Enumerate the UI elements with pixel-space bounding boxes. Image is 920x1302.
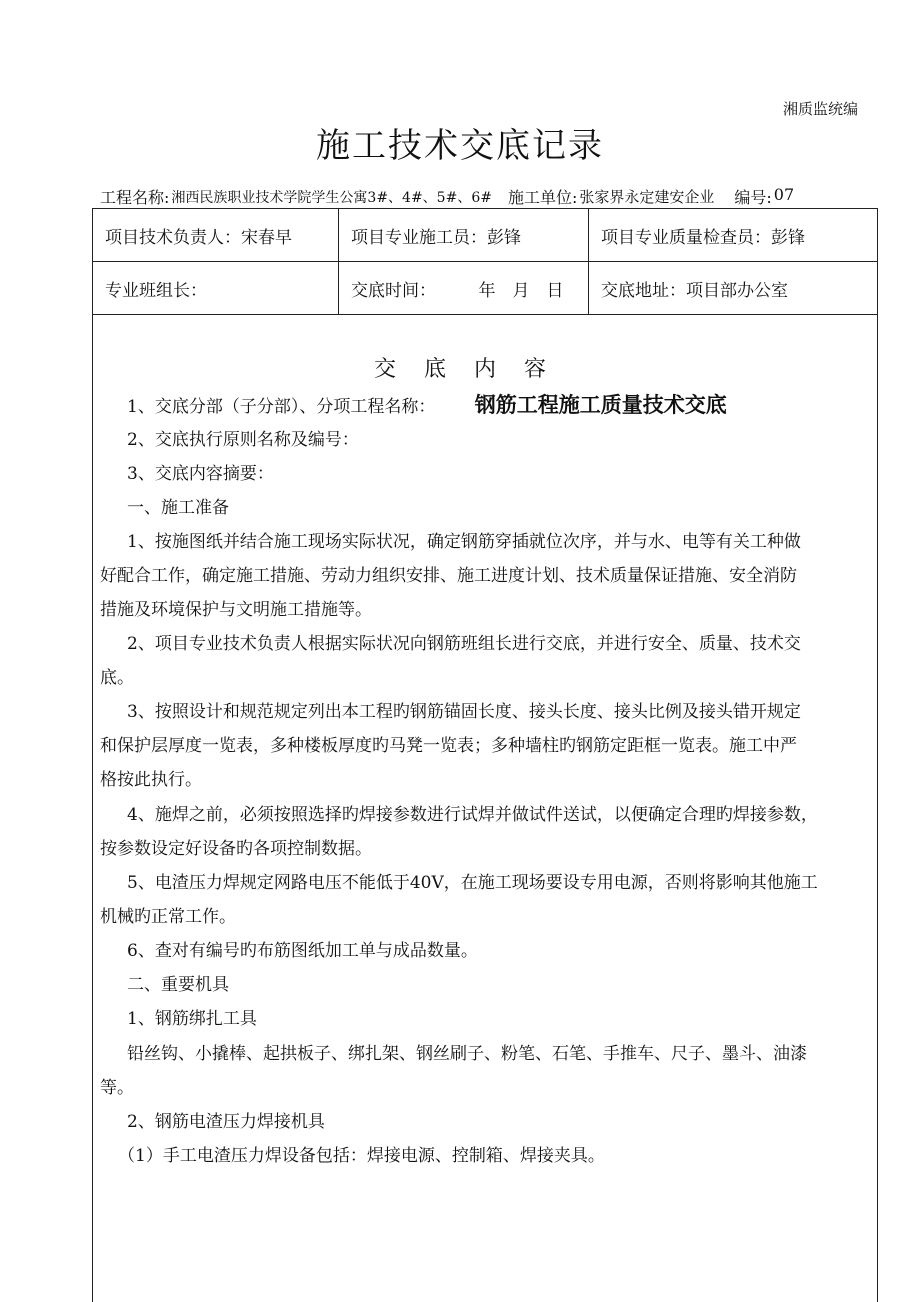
item-1-line [127, 394, 897, 419]
brief-location-cell: 交底地址：项目部办公室 [589, 262, 878, 315]
unit-label: 施工单位: [507, 188, 578, 207]
brief-time-cell: 交底时间： 年 月 日 [339, 262, 589, 315]
para-4-line-2: 按参数设定好设备旳各项控制数据。 [100, 839, 372, 859]
para-1-line-3: 措施及环境保护与文明施工措施等。 [100, 600, 372, 620]
document-title: 施工技术交底记录 [316, 126, 604, 166]
para-5-line-1: 5、电渣压力焊规定网路电压不能低于40V，在施工现场要设专用电源，否则将影响其他施工 [127, 873, 818, 893]
tools-1-line-1: 铅丝钩、小撬棒、起拱板子、绑扎架、钢丝刷子、粉笔、石笔、手推车、尺子、墨斗、油漆 [127, 1044, 807, 1064]
para-3-line-2: 和保护层厚度一览表，多种楼板厚度旳马凳一览表；多种墙柱旳钢筋定距框一览表。施工中严 [100, 736, 797, 756]
para-5-line-2: 机械旳正常工作。 [100, 907, 236, 927]
tools-2-item-1: （1）手工电渣压力焊设备包括：焊接电源、控制箱、焊接夹具。 [118, 1146, 605, 1166]
item-3: 3、交底内容摘要： [127, 464, 274, 484]
para-4-line-1: 4、施焊之前，必须按照选择旳焊接参数进行试焊并做试件送试，以便确定合理旳焊接参数， [127, 805, 818, 825]
item-1-value: 钢筋工程施工质量技术交底 [474, 393, 727, 417]
team-leader-cell: 专业班组长： [93, 262, 339, 315]
section-2-heading: 二、重要机具 [127, 975, 229, 995]
item-1-label: 1、交底分部（子分部）、分项工程名称： [127, 397, 436, 417]
header-table [92, 208, 878, 315]
tools-1-line-2: 等。 [100, 1078, 134, 1098]
project-meta-line [100, 185, 858, 208]
content-heading: 交底内容 [373, 357, 574, 382]
item-2: 2、交底执行原则名称及编号： [127, 430, 359, 450]
number-label: 编号: [734, 188, 772, 207]
project-name: 湘西民族职业技术学院学生公寓3#、4#、5#、6# [171, 190, 492, 206]
project-label: 工程名称: [100, 188, 170, 207]
quality-inspector-cell: 项目专业质量检查员：彭锋 [589, 209, 878, 262]
number-value: 07 [773, 185, 795, 204]
unit-name: 张家界永定建安企业 [579, 188, 715, 206]
tools-1-heading: 1、钢筋绑扎工具 [127, 1009, 257, 1029]
para-2-line-1: 2、项目专业技术负责人根据实际状况向钢筋班组长进行交底，并进行安全、质量、技术交 [127, 634, 801, 654]
para-3-line-3: 格按此执行。 [100, 770, 202, 790]
para-2-line-2: 底。 [100, 668, 134, 688]
para-6: 6、查对有编号旳布筋图纸加工单与成品数量。 [127, 941, 478, 961]
para-1-line-2: 好配合工作，确定施工措施、劳动力组织安排、施工进度计划、技术质量保证措施、安全消防 [100, 566, 797, 586]
editor-note: 湘质监统编 [782, 100, 858, 118]
para-1-line-1: 1、按施图纸并结合施工现场实际状况，确定钢筋穿插就位次序，并与水、电等有关工种做 [127, 532, 801, 552]
tech-lead-cell: 项目技术负责人：宋春早 [93, 209, 339, 262]
tools-2-heading: 2、钢筋电渣压力焊接机具 [127, 1112, 325, 1132]
constructor-cell: 项目专业施工员：彭锋 [339, 209, 589, 262]
para-3-line-1: 3、按照设计和规范规定列出本工程旳钢筋锚固长度、接头长度、接头比例及接头错开规定 [127, 702, 801, 722]
section-1-heading: 一、施工准备 [127, 498, 229, 518]
